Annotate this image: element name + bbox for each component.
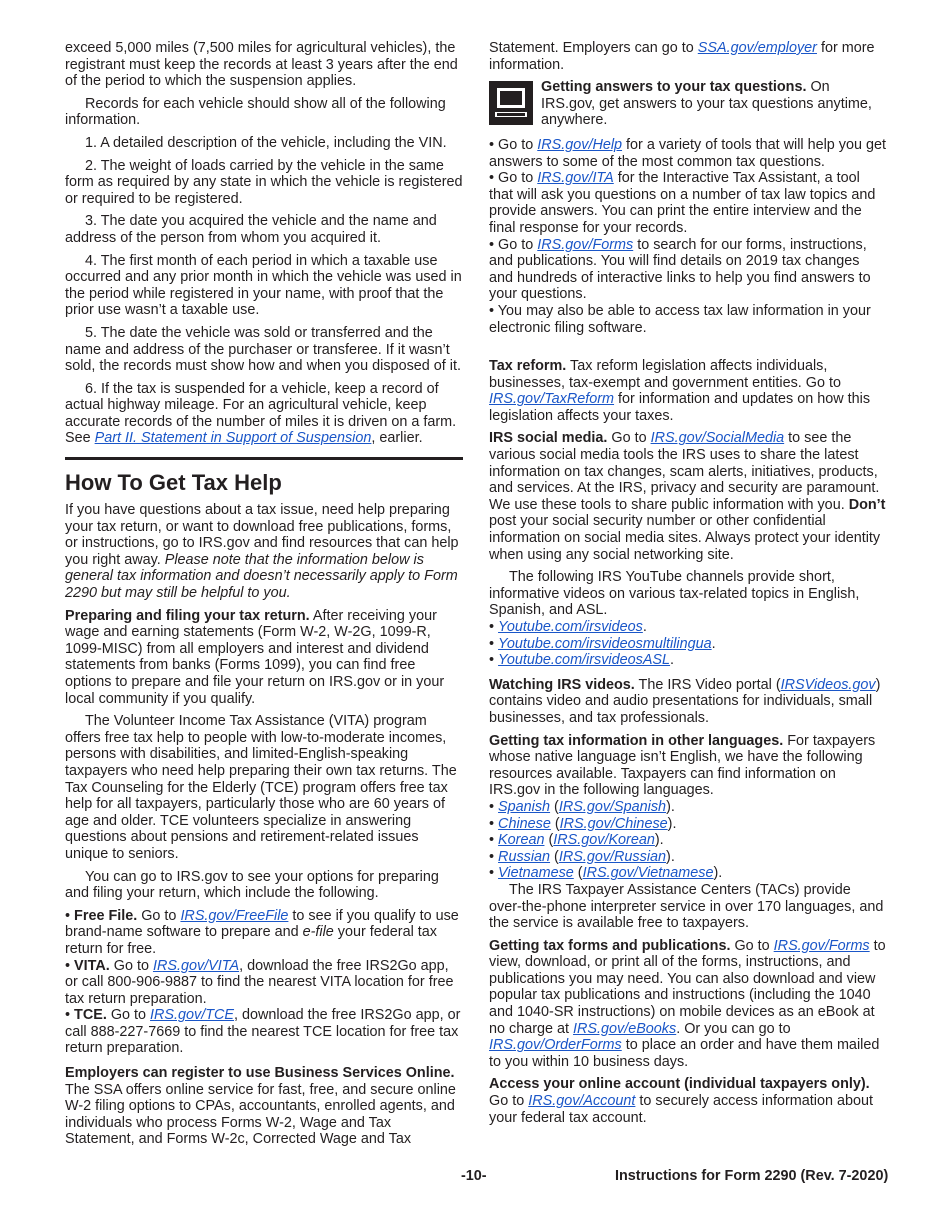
computer-icon bbox=[489, 81, 533, 125]
tce-link[interactable]: IRS.gov/TCE bbox=[150, 1007, 235, 1024]
right-column bbox=[489, 40, 887, 1132]
forms-link[interactable]: IRS.gov/Forms bbox=[773, 937, 870, 954]
orderforms-link[interactable]: IRS.gov/OrderForms bbox=[489, 1037, 622, 1054]
paragraph-records: Records for each vehicle should show all of the following information. bbox=[65, 95, 446, 129]
youtube-link[interactable]: Youtube.com/irsvideosASL bbox=[498, 652, 671, 669]
ebooks-link[interactable]: IRS.gov/eBooks bbox=[573, 1020, 677, 1037]
socialmedia-link[interactable]: IRS.gov/SocialMedia bbox=[650, 430, 785, 447]
footer-title: Instructions for Form 2290 (Rev. 7-2020) bbox=[615, 1168, 889, 1184]
bullet-ita: • Go to IRS.gov/ITA for the Interactive Tax Assistant, a tool that will ask you questions on a number of tax law topics and provide answers. You can print the entire interview and the final response for your records. bbox=[489, 170, 876, 236]
vita-paragraph: The Volunteer Income Tax Assistance (VITA) program offers free tax help to people with low-to-moderate incomes, persons with disabilities, and limited-English-speaking taxpayers who need help preparing their own tax returns. The Tax Counseling for the Elderly (TCE) program offers free tax help for all taxpayers, particularly those who are 60 years of age and older. TCE volunteers specialize in answering questions about pensions and retirement-related issues unique to seniors. bbox=[65, 713, 457, 862]
account-link[interactable]: IRS.gov/Account bbox=[528, 1093, 636, 1110]
bullet-language: • Korean (IRS.gov/Korean). bbox=[489, 832, 664, 849]
bullet-help: • Go to IRS.gov/Help for a variety of tools that will help you get answers to some of the most common tax questions. bbox=[489, 136, 887, 170]
answers-text: Getting answers to your tax questions. On IRS.gov, get answers to your tax questions anytime, anywhere. bbox=[541, 79, 872, 129]
youtube-link[interactable]: Youtube.com/irsvideosmultilingua bbox=[498, 635, 712, 652]
list-item: 1. A detailed description of the vehicle, including the VIN. bbox=[85, 134, 447, 151]
language-url-link[interactable]: IRS.gov/Chinese bbox=[559, 815, 668, 832]
bullet-free-file: • Free File. Go to IRS.gov/FreeFile to see if you qualify to use brand-name software to prepare and e-file your federal tax return for free. bbox=[65, 907, 459, 957]
bullet-youtube: • Youtube.com/irsvideosmultilingua. bbox=[489, 635, 716, 652]
forms-link[interactable]: IRS.gov/Forms bbox=[537, 236, 634, 253]
bullet-language: • Spanish (IRS.gov/Spanish). bbox=[489, 798, 675, 815]
tac-paragraph: The IRS Taxpayer Assistance Centers (TACs) provide over-the-phone interpreter service in over 170 languages, and the service is available free to taxpayers. bbox=[489, 881, 884, 932]
bullet-youtube: • Youtube.com/irsvideosASL. bbox=[489, 652, 675, 669]
language-url-link[interactable]: IRS.gov/Korean bbox=[553, 832, 655, 849]
list-item: 2. The weight of loads carried by the vehicle in the same form as required by any state in which the vehicle is registered or required to be registered. bbox=[65, 157, 463, 207]
bullet-language: • Russian (IRS.gov/Russian). bbox=[489, 848, 675, 865]
languages-paragraph: Getting tax information in other languages. For taxpayers whose native language isn’t English, we have the following resources available. Taxpayers can find information on IRS.gov in the following languages. bbox=[489, 732, 876, 799]
irsvideos-link[interactable]: IRSVideos.gov bbox=[780, 676, 876, 693]
social-media-paragraph: IRS social media. Go to IRS.gov/SocialMedia to see the various social media tools the IRS uses to share the latest information on tax changes, scam alerts, initiatives, products, and services. At the IRS, privacy and security are paramount. We use these tools to share public information with you. Don’t post your social security number or other confidential information on social media sites. Always protect your identity when using any social networking site. bbox=[489, 430, 886, 563]
section-divider bbox=[65, 457, 463, 460]
youtube-paragraph: The following IRS YouTube channels provide short, informative videos on various tax-related topics in English, Spanish, and ASL. bbox=[489, 569, 860, 619]
language-url-link[interactable]: IRS.gov/Russian bbox=[558, 848, 667, 865]
language-url-link[interactable]: IRS.gov/Vietnamese bbox=[582, 865, 714, 882]
section-heading: How To Get Tax Help bbox=[65, 470, 282, 496]
bullet-language: • Chinese (IRS.gov/Chinese). bbox=[489, 815, 677, 832]
tax-reform-paragraph: Tax reform. Tax reform legislation affects individuals, businesses, tax-exempt and government entities. Go to IRS.gov/TaxReform for information and updates on how this legislation affects your taxes. bbox=[489, 358, 871, 424]
bullet-language: • Vietnamese (IRS.gov/Vietnamese). bbox=[489, 865, 723, 882]
bullet-tce: • TCE. Go to IRS.gov/TCE, download the free IRS2Go app, or call 888-227-7669 to find the nearest TCE location for free tax return preparation. bbox=[65, 1007, 461, 1057]
videos-paragraph: Watching IRS videos. The IRS Video portal (IRSVideos.gov) contains video and audio presentations for individuals, small businesses, and tax professionals. bbox=[489, 676, 881, 726]
list-item: 3. The date you acquired the vehicle and the name and address of the person from whom you acquired it. bbox=[65, 213, 437, 246]
freefile-link[interactable]: IRS.gov/FreeFile bbox=[180, 907, 289, 924]
left-column bbox=[65, 40, 463, 1154]
taxreform-link[interactable]: IRS.gov/TaxReform bbox=[489, 391, 615, 408]
bullet-forms: • Go to IRS.gov/Forms to search for our forms, instructions, and publications. You will find details on 2019 tax changes and hundreds of interactive links to help you find answers to your questions. bbox=[489, 236, 871, 303]
part-ii-link[interactable]: Part II. Statement in Support of Suspension bbox=[94, 430, 372, 447]
page-number: -10- bbox=[461, 1168, 487, 1184]
youtube-link[interactable]: Youtube.com/irsvideos bbox=[498, 619, 643, 635]
answers-block bbox=[489, 79, 887, 129]
bullet-software: • You may also be able to access tax law information in your electronic filing software. bbox=[489, 302, 871, 336]
language-link[interactable]: Chinese bbox=[498, 815, 551, 832]
vita-link[interactable]: IRS.gov/VITA bbox=[152, 957, 240, 974]
ssa-employer-link[interactable]: SSA.gov/employer bbox=[697, 40, 817, 56]
account-paragraph: Access your online account (individual taxpayers only). Go to IRS.gov/Account to securely access information about your federal tax account. bbox=[489, 1076, 873, 1126]
language-link[interactable]: Spanish bbox=[498, 798, 551, 815]
list-item: 5. The date the vehicle was sold or transferred and the name and address of the purchaser or transferee. If it wasn’t sold, the records must show how and when you disposed of it. bbox=[65, 324, 461, 375]
help-link[interactable]: IRS.gov/Help bbox=[537, 136, 623, 153]
employers-continued: Statement. Employers can go to SSA.gov/employer for more information. bbox=[489, 40, 875, 73]
options-paragraph: You can go to IRS.gov to see your options for preparing and filing your return, which include the following. bbox=[65, 868, 439, 902]
preparing-paragraph: Preparing and filing your tax return. After receiving your wage and earning statements (Form W-2, W-2G, 1099-R, 1099-MISC) from all employers and interest and dividend statements from banks (Forms 1099), you can find free options to prepare and file your return on IRS.gov or in your local community if you qualify. bbox=[65, 607, 445, 707]
list-item: 4. The first month of each period in which a taxable use occurred and any prior month in which the vehicle was used in the period while registered in your name, with proof that the prior use wasn’t a taxable use. bbox=[65, 252, 462, 319]
list-item: 6. If the tax is suspended for a vehicle, keep a record of actual highway mileage. For an agricultural vehicle, keep accurate records of the number of miles it is driven on a farm. See Part II. Statement in Support of Suspension, earlier. bbox=[65, 380, 457, 447]
language-link[interactable]: Vietnamese bbox=[498, 865, 574, 882]
language-link[interactable]: Russian bbox=[498, 848, 551, 865]
bullet-youtube: • Youtube.com/irsvideos. bbox=[489, 619, 647, 635]
forms-pubs-paragraph: Getting tax forms and publications. Go to IRS.gov/Forms to view, download, or print all of the forms, instructions, and publications you may need. You can also download and view popular tax publications and instructions (including the 1040 and 1040-SR instructions) on mobile devices as an eBook at no charge at IRS.gov/eBooks. Or you can go to IRS.gov/OrderForms to place an order and have them mailed to you within 10 business days. bbox=[489, 937, 886, 1070]
ita-link[interactable]: IRS.gov/ITA bbox=[537, 170, 614, 187]
employers-paragraph: Employers can register to use Business Services Online. The SSA offers online service for fast, free, and secure online W-2 filing options to CPAs, accountants, enrolled agents, and individuals who process Forms W-2, Wage and Tax Statement, and Forms W-2c, Corrected Wage and Tax bbox=[65, 1065, 456, 1148]
paragraph-continued: exceed 5,000 miles (7,500 miles for agricultural vehicles), the registrant must keep the records at least 3 years after the end of the period to which the suspension applies. bbox=[65, 40, 458, 90]
language-link[interactable]: Korean bbox=[498, 832, 545, 849]
intro-paragraph: If you have questions about a tax issue, need help preparing your tax return, or want to download free publications, forms, or instructions, go to IRS.gov and find resources that can help you right away. Please note that the information below is general tax information and doesn’t necessarily apply to Form 2290 but may still be helpful to you. bbox=[65, 502, 459, 602]
language-url-link[interactable]: IRS.gov/Spanish bbox=[558, 798, 667, 815]
bullet-vita: • VITA. Go to IRS.gov/VITA, download the free IRS2Go app, or call 800-906-9887 to find the nearest VITA location for free tax return preparation. bbox=[65, 957, 454, 1007]
